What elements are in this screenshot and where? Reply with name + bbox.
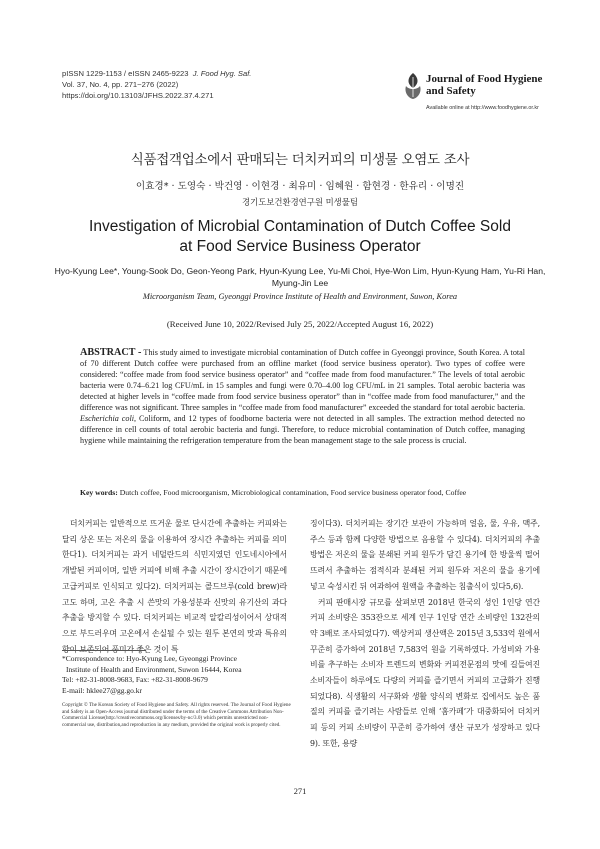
- correspondence: *Correspondence to: Hyo-Kyung Lee, Gyeonggi Province Institute of Health and Environment, Suwon 16444, Korea Tel: +82-31-8008-9683, Fax: +82-31-8008-9679 E-mail: hklee27@gg.go.kr: [62, 654, 292, 696]
- title-english: Investigation of Microbial Contamination of Dutch Coffee Sold at Food Service Business Operator: [89, 218, 511, 255]
- journal-header: [62, 68, 251, 101]
- journal-logo: [403, 70, 553, 120]
- issn: pISSN 1229-1153 / eISSN 2465-9223: [62, 69, 189, 78]
- affiliation-korean: 경기도보건환경연구원 미생물팀: [242, 197, 358, 207]
- footnote-divider: [62, 650, 146, 651]
- body-paragraph: 더치커피는 일반적으로 뜨거운 물로 단시간에 추출하는 커피와는 달리 상온 또는 저온의 물을 이용하여 장시간 추출하는 커피를 의미한다1). 더치커피는 과거 네덜란드의 식민지였던 인도네시아에서 개발된 커피이며, 일반 커피에 비해 추출 시간이 장시간이기 때문에 고급커피로 인식되고 있다2). 더치커피는 콜드브루(cold brew)라고도 하며, 고온 추출 시 쓴맛의 가용성분과 신맛의 유기산의 과다 추출을 방지할 수 있다. 더치커피는 비교적 알칼리성이어서 상대적으로 부드러우며 고온에서 손실될 수 있는 원두 본연의 맛과 특유의 향이 보존되어 풍미가 좋은 것이 특: [62, 519, 287, 654]
- journal-abbrev: J. Food Hyg. Saf.: [192, 69, 252, 78]
- affiliation-english: Microorganism Team, Gyeonggi Province Institute of Health and Environment, Suwon, Korea: [142, 292, 458, 301]
- keywords-label: Key words:: [80, 488, 118, 497]
- title-korean: 식품접객업소에서 판매되는 더치커피의 미생물 오염도 조사: [130, 152, 470, 168]
- abstract-text: This study aimed to investigate microbial contamination of Dutch coffee in Gyeonggi province, South Korea. A total of 70 different Dutch coffee were purchased from an offline market (food service business operator). Two types of coffee were considered: “coffee made from food service business operator” and “coffee made from food manufacturer.” The levels of total aerobic bacteria were 0.74–6.21 log CFU/mL in 15 samples and fungi were 0.70–4.00 log CFU/mL in 21 samples. Total aerobic bacteria was detected at higher levels in “coffee made from food service business operator” than in “coffee made from food manufacturer,” and the difference was not significant. Three samples in “coffee made from food manufacturer” exceeded the standard for total aerobic bacteria.: [80, 348, 525, 413]
- body-column-left: [62, 516, 287, 657]
- received-dates: (Received June 10, 2022/Revised July 25, 2022/Accepted August 16, 2022): [166, 319, 434, 329]
- body-paragraph: 징이다3). 더치커피는 장기간 보관이 가능하며 얼음, 물, 우유, 맥주, 주스 등과 함께 다양한 방법으로 음용할 수 있다4). 더치커피의 추출방법은 저온의 물을 분쇄된 커피 원두가 담긴 용기에 한 방울씩 떨어뜨려서 추출하는 점적식과 분쇄된 커피 원두와 저온의 물을 용기에 넣고 숙성시킨 뒤 여과하여 원액을 추출하는 침출식이 있다5,6).: [310, 519, 540, 591]
- abstract-species: Escherichia coli: [80, 414, 134, 424]
- logo-url[interactable]: Available online at http://www.foodhygiene.or.kr: [426, 105, 539, 111]
- abstract-text-end: , Coliform, and 12 types of foodborne bacteria were not detected in all samples. The extraction method detected no difference in cell counts of total aerobic bacteria and fungi. Therefore, to reduce microbial contamination of Dutch coffee, managing hygiene while maintaining the refrigeration temperature from the bean management stage to the sale process is crucial.: [80, 414, 525, 446]
- authors-korean: 이효경* · 도영숙 · 박건영 · 이현경 · 최유미 · 임혜원 · 함현경 · 한유리 · 이명진: [135, 181, 465, 192]
- journal-logo-icon: [403, 72, 423, 100]
- body-paragraph: 커피 판매시장 규모를 살펴보면 2018년 한국의 성인 1인당 연간 커피 소비량은 353잔으로 세계 인구 1인당 연간 소비량인 132잔의 약 3배로 조사되었다7). 액상커피 생산액은 2015년 3,533억 원에서 꾸준히 증가하여 2018년 7,583억 원을 기록하였다. 가성비와 가용비를 추구하는 소비자 트렌드의 변화와 커피전문점의 맛에 길들여진 소비자들이 하루에도 다량의 커피를 즐기면서 커피의 고급화가 진행되었다8). 식생활의 서구화와 생활 양식의 변화로 집에서도 높은 품질의 커피를 즐기려는 사람들로 인해 ‘홈카페’가 대중화되어 더치커피 등의 커피 소비량이 꾸준히 증가하여 생산 규모가 성장하고 있다9). 또한, 용량: [310, 597, 540, 748]
- body-column-right: [310, 516, 540, 752]
- page-number: 271: [293, 787, 307, 796]
- keywords: [80, 488, 525, 497]
- keywords-text: Dutch coffee, Food microorganism, Microbiological contamination, Food service business operator food, Coffee: [119, 488, 467, 497]
- doi-link[interactable]: https://doi.org/10.13103/JFHS.2022.37.4.271: [62, 91, 214, 100]
- authors-english: Hyo-Kyung Lee*, Young-Sook Do, Geon-Yeong Park, Hyun-Kyung Lee, Yu-Mi Choi, Hye-Won Lim, Hyun-Kyung Ham, Yu-Ri Han, Myung-Jin Lee: [54, 266, 546, 288]
- abstract-heading: ABSTRACT -: [80, 347, 142, 358]
- correspondence-email[interactable]: E-mail: hklee27@gg.go.kr: [62, 685, 143, 695]
- logo-title: Journal of Food Hygiene and Safety: [426, 73, 543, 97]
- abstract: [80, 347, 525, 446]
- copyright-notice: Copyright © The Korean Society of Food Hygiene and Safety. All rights reserved. The Journal of Food Hygiene and Safety is an Open-Access journal distributed under the terms of the Creative Commons Attribution Non-Commercial License(http://creativecommons.org/licenses/by-nc/3.0) which permits unrestricted non-commercial use, distribution,and reproduction in any medium, provided the original work is properly cited.: [62, 702, 291, 729]
- volume-info: Vol. 37, No. 4, pp. 271~276 (2022): [62, 80, 179, 89]
